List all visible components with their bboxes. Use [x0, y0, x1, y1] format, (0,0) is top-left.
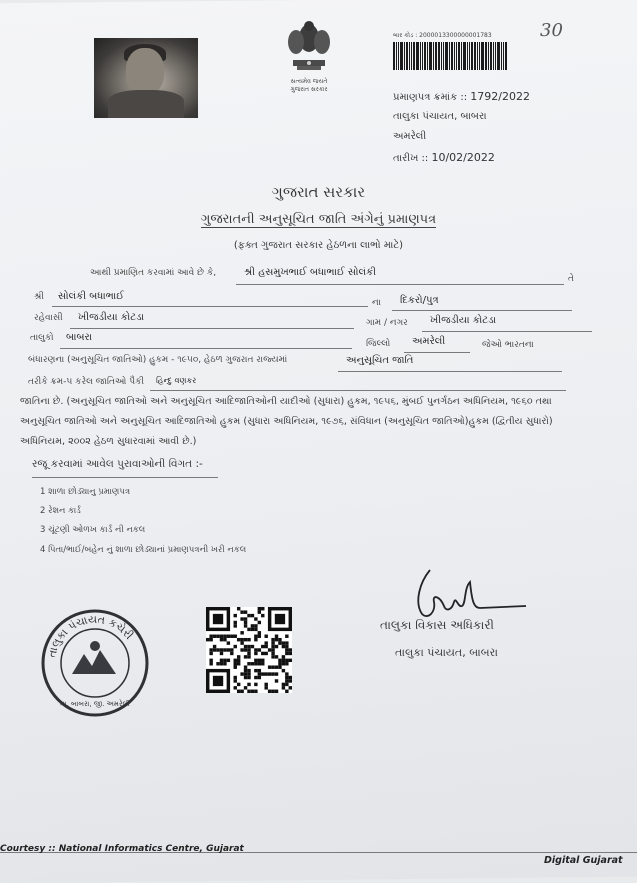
date-label: તારીખ: [393, 153, 419, 164]
father-underline: [52, 306, 368, 307]
jillo-value: અમરેલી: [412, 336, 446, 347]
barcode-bar: [445, 42, 448, 70]
seal-ring-text: તાલુકા પંચાયત કચેરી: [45, 612, 136, 659]
barcode-bar: [474, 42, 476, 70]
certificate-number-label: પ્રમાણપત્ર ક્રમાંક: [393, 92, 458, 103]
barcode-bar: [404, 42, 405, 70]
evidence-item: 3 ચૂંટણી ઓળખ કાર્ડ ની નકલ: [40, 525, 146, 535]
barcode-bar: [495, 42, 496, 70]
barcode-bar: [456, 42, 457, 70]
certificate-note: (ફક્ત ગુજરાત સરકાર હેઠળના લાભો માટે): [233, 240, 404, 251]
applicant-photo: [94, 38, 198, 118]
caste-underline: [150, 390, 566, 391]
gam-label: ગામ / નગર: [366, 318, 408, 328]
signature-icon: [400, 562, 530, 622]
barcode-bar: [400, 42, 403, 70]
barcode-bar: [461, 42, 462, 70]
footer-courtesy: Courtesy :: National Informatics Centre, Gujarat: [0, 844, 244, 854]
father-name: સોલંકી બધાભાઈ: [58, 291, 124, 302]
barcode-bar: [477, 42, 478, 70]
barcode-bar: [493, 42, 494, 70]
gam-underline: [422, 331, 592, 332]
barcode-bar: [458, 42, 460, 70]
te-suffix: તે: [568, 274, 574, 284]
barcode-bar: [497, 42, 500, 70]
barcode-bar: [424, 42, 426, 70]
caste-category: અનુસૂચિત જાતિ: [346, 355, 414, 366]
barcode-bar: [501, 42, 502, 70]
na-label: ના: [372, 298, 381, 308]
gam-value: ખીજડીયા કોટડા: [430, 315, 497, 326]
relation-value: દિકરો/પુત્ર: [400, 295, 439, 306]
resident-label: રહેવાસી: [34, 313, 63, 323]
emblem-gov-name: ગુજરાત સરકાર: [290, 86, 328, 93]
taluka-label: તાલુકો: [30, 333, 54, 343]
certificate-title-text: ગુજરાતની અનુસૂચિત જાતિ અંગેનું પ્રમાણપત્ર: [200, 212, 437, 227]
evidence-item: 1 શાળા છોડ્યાનુ પ્રમાણપત્ર: [40, 487, 131, 497]
holder-name: શ્રી હસમુખભાઈ બધાભાઈ સોલંકી: [244, 267, 376, 278]
signatory-title: તાલુકા વિકાસ અધિકારી: [380, 618, 494, 632]
barcode-bar: [467, 42, 468, 70]
barcode-bar: [479, 42, 480, 70]
taluka-value: બાબરા: [66, 332, 93, 343]
barcode-bar: [488, 42, 489, 70]
barcode-bar: [411, 42, 412, 70]
village-underline: [70, 328, 354, 329]
issuing-district: અમરેલી: [393, 131, 427, 142]
barcode-bar: [485, 42, 487, 70]
jillo-label: જિલ્લો: [366, 339, 391, 349]
barcode-bar: [454, 42, 455, 70]
barcode-bar: [505, 42, 507, 70]
barcode-bar: [398, 42, 399, 70]
barcode-bar: [429, 42, 432, 70]
evidence-item: 4 પિતા/ભાઈ/બહેન નું શાળા છોડ્યાનાં પ્રમાણપત્રની ખરી નકલ: [40, 545, 247, 555]
footer-brand: Digital Gujarat: [544, 855, 623, 866]
state-label: જેઓ ભારતના: [482, 340, 534, 350]
barcode-bar: [435, 42, 437, 70]
issuing-office: તાલુકા પંચાયત, બાબરા: [393, 111, 487, 122]
barcode-bar: [449, 42, 450, 70]
barcode-bar: [409, 42, 410, 70]
emblem-motto: સત્યમેવ જયતે: [290, 78, 328, 85]
certificate-number: 1792/2022: [470, 90, 530, 103]
barcode-bar: [393, 42, 395, 70]
seal-bottom-text: તા. બાબરા, જી. અમરેલી: [60, 700, 130, 708]
serial-text: તરીકે ક્રમ-૫ કરેલ જાતિઓ પૈકી: [28, 377, 145, 387]
barcode: [393, 42, 521, 70]
emblem-caption: [270, 78, 348, 94]
qr-code: [206, 607, 292, 693]
barcode-bar: [422, 42, 423, 70]
barcode-bar: [413, 42, 415, 70]
caste-name: હિન્દુ વણકર: [156, 376, 197, 385]
barcode-bar: [503, 42, 504, 70]
name-underline: [236, 284, 564, 285]
barcode-bar: [420, 42, 421, 70]
village-value: ખીજડીયા કોટડા: [78, 312, 145, 323]
state-emblem-icon: [279, 16, 339, 76]
legal-paragraph: જાતિના છે. (અનુસૂચિત જાતિઓ અને અનુસૂચિત આદિજાતિઓની યાદીઓ (સુધારા) હુકમ, ૧૯૫૬, મુંબઈ પુનર્ગઠન અધિનિયમ, ૧૯૬૦ તથા અનુસૂચિત જાતિઓ અને અનુસૂચિત આદિજાતિઓ હુકમ (સુધારા અધિનિયમ, ૧૯૭૬, સંવિધાન (અનુસૂચિત જાતિઓ)હુકમ (દ્વિતીય સુધારો) અધિનિયમ, ૨૦૦૨ હેઠળ સુધારવામાં આવી છે.): [20, 396, 553, 447]
barcode-bar: [396, 42, 397, 70]
barcode-bar: [433, 42, 434, 70]
barcode-bar: [441, 42, 442, 70]
issue-date: 10/02/2022: [431, 151, 495, 164]
evidence-heading: રજૂ કરવામાં આવેલ પુરાવાઓની વિગત :-: [32, 458, 203, 470]
certificate-number-row: પ્રમાણપત્ર ક્રમાંક :: 1792/2022: [393, 90, 530, 103]
relation-underline: [392, 310, 572, 311]
category-underline: [338, 371, 562, 372]
barcode-bar: [481, 42, 484, 70]
barcode-label: બાર કોડ : 2000013300000001783: [393, 32, 492, 39]
office-seal-icon: [40, 608, 150, 718]
barcode-bar: [451, 42, 453, 70]
barcode-bar: [469, 42, 470, 70]
barcode-bar: [471, 42, 473, 70]
handwritten-number: 30: [540, 20, 563, 41]
barcode-bar: [438, 42, 440, 70]
barcode-bar: [416, 42, 419, 70]
barcode-bar: [427, 42, 428, 70]
shri-label: શ્રી: [34, 292, 44, 302]
order-text: બંધારણના (અનુસૂચિત જાતિઓ) હુકમ - ૧૯૫૦, હેઠળ ગુજરાત રાજ્યમાં: [28, 355, 288, 365]
barcode-bar: [490, 42, 492, 70]
evidence-item: 2 રેશન કાર્ડ: [40, 506, 81, 516]
gov-title: ગુજરાત સરકાર: [271, 183, 366, 201]
jillo-underline: [404, 352, 470, 353]
barcode-bar: [406, 42, 408, 70]
certificate-title: [0, 212, 637, 227]
signatory-office: તાલુકા પંચાયત, બાબરા: [395, 646, 498, 659]
intro-text: આથી પ્રમાણિત કરવામાં આવે છે કે,: [90, 268, 217, 278]
date-row: તારીખ :: 10/02/2022: [393, 151, 495, 164]
evidence-heading-underline: [32, 477, 218, 478]
barcode-bar: [443, 42, 444, 70]
taluka-underline: [60, 348, 352, 349]
barcode-bar: [463, 42, 466, 70]
